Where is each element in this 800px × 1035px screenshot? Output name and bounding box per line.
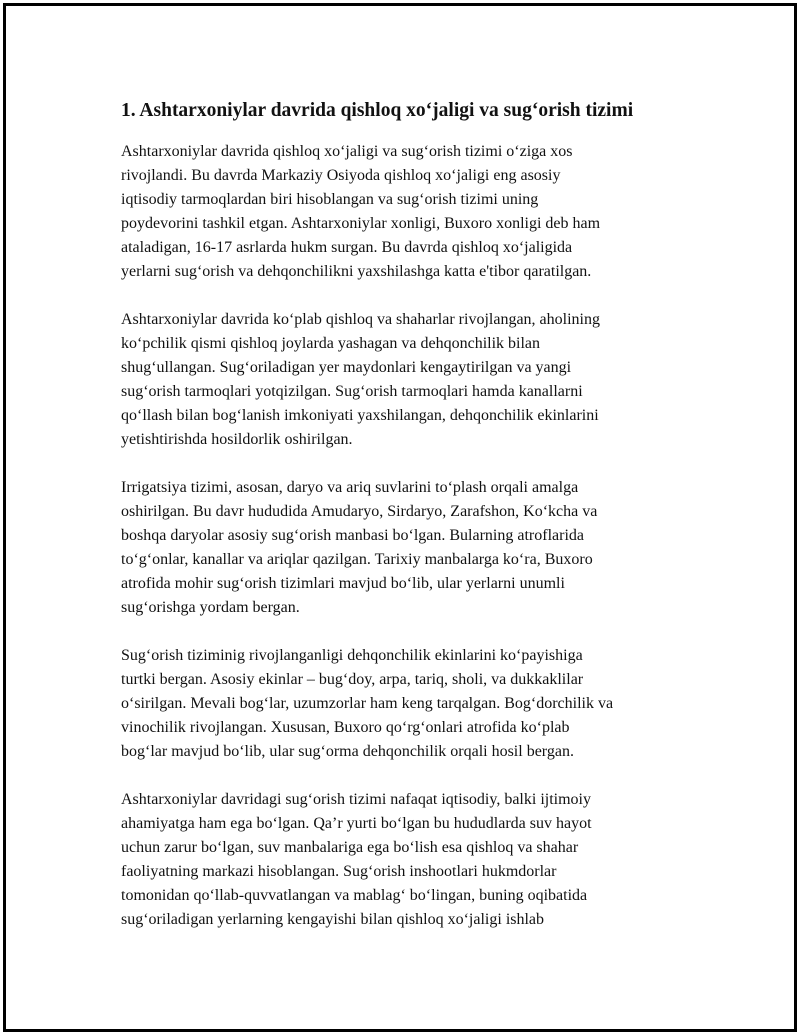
text-line: o‘sirilgan. Mevali bog‘lar, uzumzorlar ham keng tarqalgan. Bog‘dorchilik va <box>121 695 614 712</box>
text-line: uchun zarur bo‘lgan, suv manbalariga ega bo‘lish esa qishloq va shahar <box>121 839 579 856</box>
text-line: iqtisodiy tarmoqlardan biri hisoblangan va sug‘orish tizimi uning <box>121 191 539 208</box>
text-line: sug‘orish tarmoqlari yotqizilgan. Sug‘orish tarmoqlari hamda kanallarni <box>121 383 583 400</box>
section-heading: 1. Ashtarxoniylar davrida qishloq xo‘jaligi va sug‘orish tizimi <box>121 100 634 121</box>
page-border <box>3 3 797 1032</box>
paragraph-3 <box>121 476 701 620</box>
text-line: ahamiyatga ham ega bo‘lgan. Qa’r yurti bo‘lgan bu hududlarda suv hayot <box>121 815 592 832</box>
document-body <box>121 98 701 956</box>
text-line: tomonidan qo‘llab-quvvatlangan va mablag‘ bo‘lingan, buning oqibatida <box>121 887 588 904</box>
text-line: shug‘ullangan. Sug‘oriladigan yer maydonlari kengaytirilgan va yangi <box>121 359 572 376</box>
text-line: sug‘oriladigan yerlarning kengayishi bilan qishloq xo‘jaligi ishlab <box>121 911 545 928</box>
text-line: vinochilik rivojlangan. Xususan, Buxoro qo‘rg‘onlari atrofida ko‘plab <box>121 719 570 736</box>
text-line: rivojlandi. Bu davrda Markaziy Osiyoda qishloq xo‘jaligi eng asosiy <box>121 167 561 184</box>
text-line: poydevorini tashkil etgan. Ashtarxoniylar xonligi, Buxoro xonligi deb ham <box>121 215 601 232</box>
text-line: Ashtarxoniylar davrida ko‘plab qishloq va shaharlar rivojlangan, aholining <box>121 311 600 328</box>
text-line: turtki bergan. Asosiy ekinlar – bug‘doy, arpa, tariq, sholi, va dukkaklilar <box>121 671 584 688</box>
text-line: atrofida mohir sug‘orish tizimlari mavjud bo‘lib, ular yerlarni unumli <box>121 575 565 592</box>
text-line: yetishtirishda hosildorlik oshirilgan. <box>121 431 353 448</box>
text-line: ataladigan, 16-17 asrlarda hukm surgan. Bu davrda qishloq xo‘jaligida <box>121 239 573 256</box>
text-line: Irrigatsiya tizimi, asosan, daryo va ariq suvlarini to‘plash orqali amalga <box>121 479 579 496</box>
text-line: sug‘orishga yordam bergan. <box>121 599 300 616</box>
text-line: to‘g‘onlar, kanallar va ariqlar qazilgan. Tarixiy manbalarga ko‘ra, Buxoro <box>121 551 593 568</box>
paragraph-2 <box>121 308 701 452</box>
paragraph-1 <box>121 140 701 284</box>
text-line: oshirilgan. Bu davr hududida Amudaryo, Sirdaryo, Zarafshon, Ko‘kcha va <box>121 503 598 520</box>
text-line: yerlarni sug‘orish va dehqonchilikni yaxshilashga katta e'tibor qaratilgan. <box>121 263 592 280</box>
text-line: Sug‘orish tiziminig rivojlanganligi dehqonchilik ekinlarini ko‘payishiga <box>121 647 583 664</box>
paragraph-5 <box>121 788 701 932</box>
text-line: bog‘lar mavjud bo‘lib, ular sug‘orma dehqonchilik orqali hosil bergan. <box>121 743 574 760</box>
paragraph-4 <box>121 644 701 764</box>
text-line: faoliyatning markazi hisoblangan. Sug‘orish inshootlari hukmdorlar <box>121 863 557 880</box>
text-line: ko‘pchilik qismi qishloq joylarda yashagan va dehqonchilik bilan <box>121 335 541 352</box>
text-line: qo‘llash bilan bog‘lanish imkoniyati yaxshilangan, dehqonchilik ekinlarini <box>121 407 599 424</box>
text-line: Ashtarxoniylar davrida qishloq xo‘jaligi va sug‘orish tizimi o‘ziga xos <box>121 143 573 160</box>
text-line: boshqa daryolar asosiy sug‘orish manbasi bo‘lgan. Bularning atroflarida <box>121 527 584 544</box>
text-line: Ashtarxoniylar davridagi sug‘orish tizimi nafaqat iqtisodiy, balki ijtimoiy <box>121 791 591 808</box>
